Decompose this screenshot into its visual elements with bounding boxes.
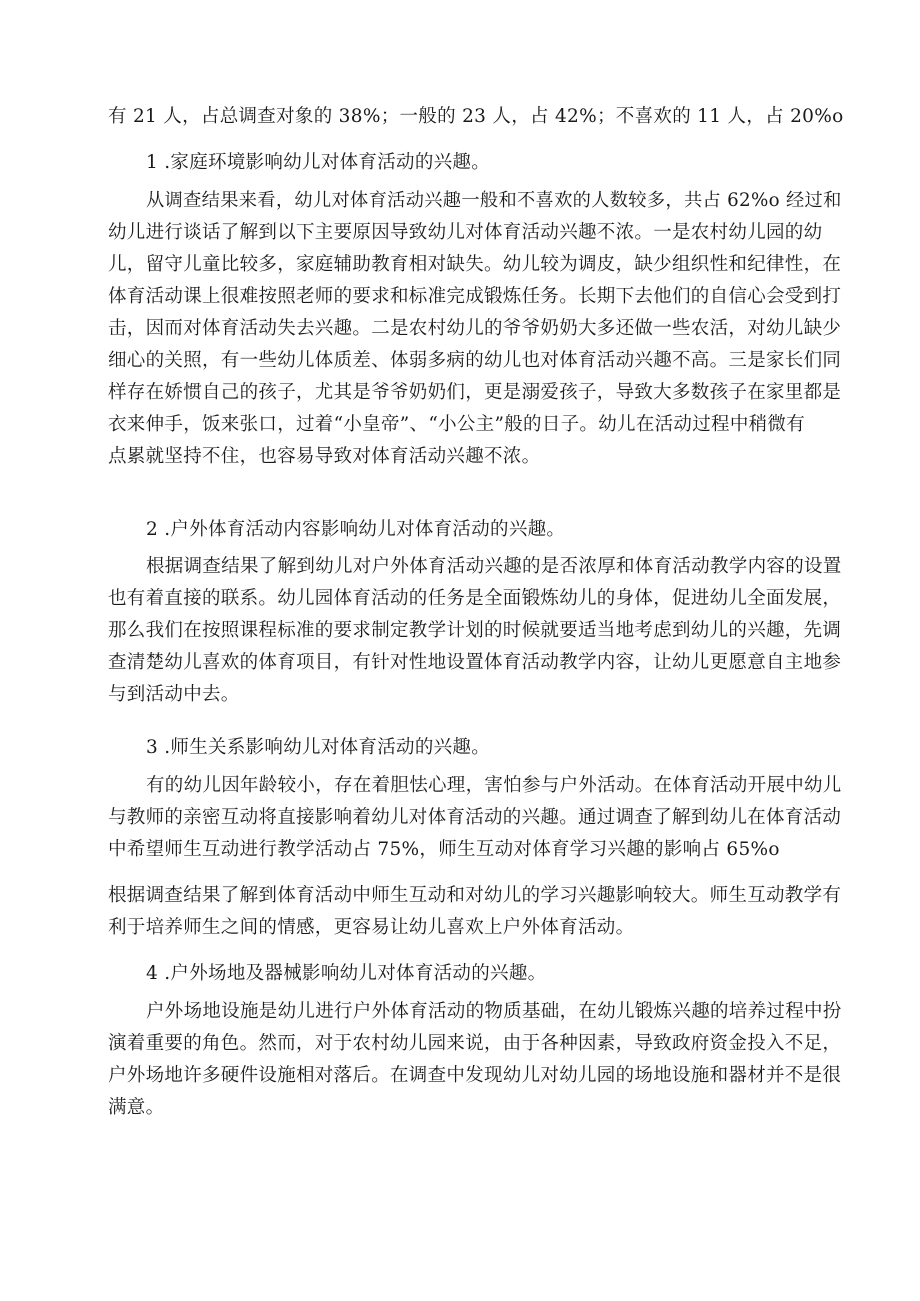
section-heading-3: 3 .师生关系影响幼儿对体育活动的兴趣。: [146, 737, 491, 758]
section-heading-4: 4 .户外场地及器械影响幼儿对体育活动的兴趣。: [146, 963, 547, 984]
text-line: 演着重要的角色。然而，对于农村幼儿园来说，由于各种因素，导致政府资金投入不足，: [108, 1033, 842, 1054]
text-line: 与教师的亲密互动将直接影响着幼儿对体育活动的兴趣。通过调查了解到幼儿在体育活动: [108, 807, 842, 828]
text-line: 满意。: [108, 1097, 165, 1118]
text-line: 样存在娇惯自己的孩子，尤其是爷爷奶奶们，更是溺爱孩子，导致大多数孩子在家里都是: [108, 382, 842, 403]
text-line: 点累就坚持不住，也容易导致对体育活动兴趣不浓。: [108, 446, 541, 467]
text-line: 有的幼儿因年龄较小，存在着胆怯心理，害怕参与户外活动。在体育活动开展中幼儿: [146, 775, 842, 796]
section-heading-2: 2 .户外体育活动内容影响幼儿对体育活动的兴趣。: [146, 519, 566, 540]
text-line: 有 21 人，占总调查对象的 38%；一般的 23 人，占 42%；不喜欢的 11 人，占 20%o: [108, 106, 844, 127]
text-line: 儿，留守儿童比较多，家庭辅助教育相对缺失。幼儿较为调皮，缺少组织性和纪律性，在: [108, 254, 842, 275]
text-line: 查清楚幼儿喜欢的体育项目，有针对性地设置体育活动教学内容，让幼儿更愿意自主地参: [108, 652, 842, 673]
text-line: 细心的关照，有一些幼儿体质差、体弱多病的幼儿也对体育活动兴趣不高。三是家长们同: [108, 350, 842, 371]
section-heading-1: 1 .家庭环境影响幼儿对体育活动的兴趣。: [146, 152, 491, 173]
text-line: 与到活动中去。: [108, 684, 240, 705]
text-line: 根据调查结果了解到幼儿对户外体育活动兴趣的是否浓厚和体育活动教学内容的设置: [146, 556, 842, 577]
text-line: 从调查结果来看，幼儿对体育活动兴趣一般和不喜欢的人数较多，共占 62%o 经过和: [146, 190, 842, 211]
text-line: 中希望师生互动进行教学活动占 75%，师生互动对体育学习兴趣的影响占 65%o: [108, 839, 780, 860]
text-line: 体育活动课上很难按照老师的要求和标准完成锻炼任务。长期下去他们的自信心会受到打: [108, 286, 842, 307]
text-line: 那么我们在按照课程标准的要求制定教学计划的时候就要适当地考虑到幼儿的兴趣，先调: [108, 620, 842, 641]
text-line: 也有着直接的联系。幼儿园体育活动的任务是全面锻炼幼儿的身体，促进幼儿全面发展，: [108, 588, 842, 609]
text-line: 根据调查结果了解到体育活动中师生互动和对幼儿的学习兴趣影响较大。师生互动教学有: [108, 885, 842, 906]
text-line: 户外场地许多硬件设施相对落后。在调查中发现幼儿对幼儿园的场地设施和器材并不是很: [108, 1065, 842, 1086]
text-line: 户外场地设施是幼儿进行户外体育活动的物质基础，在幼儿锻炼兴趣的培养过程中扮: [146, 1001, 842, 1022]
text-line: 利于培养师生之间的情感，更容易让幼儿喜欢上户外体育活动。: [108, 917, 635, 938]
text-line: 衣来伸手，饭来张口，过着“小皇帝”、“小公主”般的日子。幼儿在活动过程中稍微有: [108, 414, 806, 435]
text-line: 击，因而对体育活动失去兴趣。二是农村幼儿的爷爷奶奶大多还做一些农活，对幼儿缺少: [108, 318, 842, 339]
text-line: 幼儿进行谈话了解到以下主要原因导致幼儿对体育活动兴趣不浓。一是农村幼儿园的幼: [108, 222, 823, 243]
